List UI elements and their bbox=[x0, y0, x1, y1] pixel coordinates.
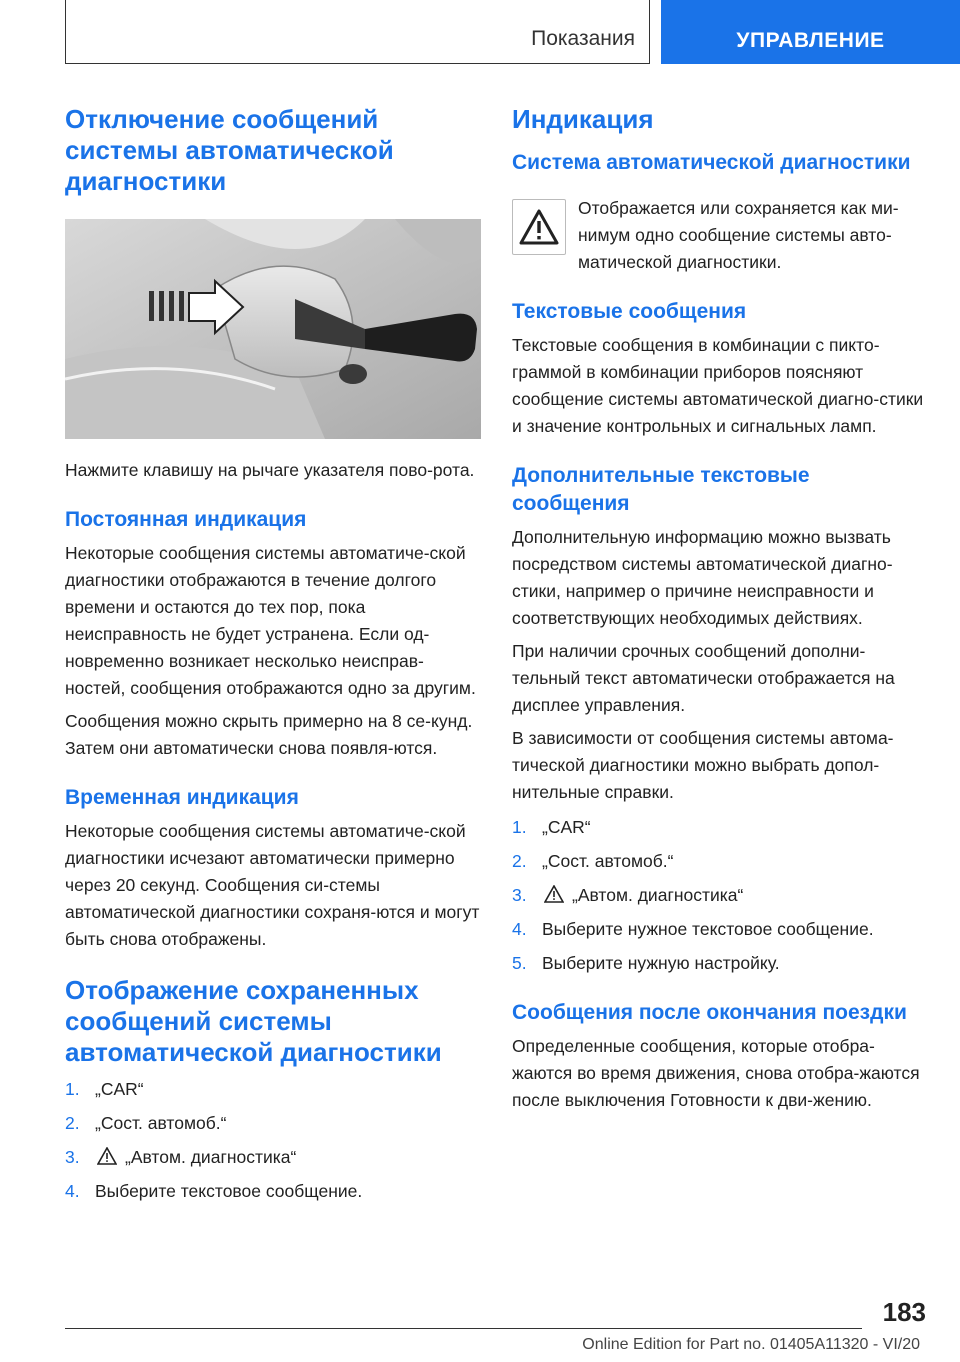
steps-list-right bbox=[512, 814, 932, 977]
step-number: 1. bbox=[512, 817, 527, 837]
warning-triangle-icon bbox=[519, 209, 559, 245]
paragraph-after-trip: Определенные сообщения, которые отобра-жаются во время движения, снова отобра-жаются после выключения Готовности к дви-жению. bbox=[512, 1036, 920, 1110]
heading-extra-messages: Дополнительные текстовые сообщения bbox=[512, 464, 810, 515]
header-section-title: Показания bbox=[531, 27, 635, 50]
heading-indication: Индикация bbox=[512, 104, 654, 134]
list-item bbox=[512, 882, 932, 909]
list-item bbox=[512, 848, 932, 875]
step-text: „Автом. диагностика“ bbox=[572, 885, 744, 905]
lever-illustration bbox=[65, 219, 481, 439]
step-number: 4. bbox=[512, 919, 527, 939]
heading-temporary-display: Временная индикация bbox=[65, 786, 299, 809]
paragraph-extra-2: При наличии срочных сообщений дополни-тельный текст автоматически отображается на дисплее управления. bbox=[512, 641, 895, 715]
heading-disable-messages: Отключение сообщений системы автоматической диагностики bbox=[65, 104, 394, 196]
step-number: 4. bbox=[65, 1181, 80, 1201]
step-number: 1. bbox=[65, 1079, 80, 1099]
steps-list-left bbox=[65, 1076, 483, 1205]
turn-signal-lever-image bbox=[65, 219, 481, 439]
step-text: „CAR“ bbox=[95, 1079, 144, 1099]
heading-permanent-display: Постоянная индикация bbox=[65, 508, 307, 531]
list-item bbox=[512, 916, 932, 943]
paragraph-text-messages: Текстовые сообщения в комбинации с пикто-граммой в комбинации приборов поясняют сообщение системы автоматической диагно-стики и значение контрольных и сигнальных ламп. bbox=[512, 335, 924, 436]
list-item bbox=[512, 950, 932, 977]
warning-triangle-icon bbox=[544, 885, 564, 903]
step-text: „Сост. автомоб.“ bbox=[542, 851, 674, 871]
warning-triangle-icon bbox=[97, 1147, 117, 1165]
list-item bbox=[65, 1178, 483, 1205]
header-section-box bbox=[65, 0, 650, 64]
heading-diagnostic-system: Система автоматической диагностики bbox=[512, 151, 911, 174]
warning-block bbox=[512, 195, 932, 276]
warning-icon-box bbox=[512, 199, 566, 255]
paragraph-temporary: Некоторые сообщения системы автоматиче-ской диагностики исчезают автоматически примерно через 20 секунд. Сообщения си-стемы автоматической диагностики сохраня-ются и могут быть снова отображены. bbox=[65, 821, 480, 949]
footer-divider bbox=[65, 1328, 862, 1329]
paragraph-extra-3: В зависимости от сообщения системы автома-тической диагностики можно выбрать допол-нительные справки. bbox=[512, 728, 894, 802]
step-text: Выберите нужную настройку. bbox=[542, 953, 780, 973]
page-number: 183 bbox=[882, 1297, 926, 1327]
paragraph-permanent-1: Некоторые сообщения системы автоматиче-ской диагностики отображаются в течение долгого времени и остаются до тех пор, пока неисправность не будет устранена. Если од-новременно возникает несколько неисправ-ностей, сообщения отображаются одно за другим. bbox=[65, 543, 476, 698]
step-text: „Сост. автомоб.“ bbox=[95, 1113, 227, 1133]
step-text: Выберите текстовое сообщение. bbox=[95, 1181, 363, 1201]
right-column bbox=[512, 104, 932, 1120]
step-number: 2. bbox=[512, 851, 527, 871]
list-item bbox=[65, 1076, 483, 1103]
paragraph-permanent-2: Сообщения можно скрыть примерно на 8 се-кунд. Затем они автоматически снова появля-ются. bbox=[65, 711, 473, 758]
left-column bbox=[65, 104, 483, 1212]
step-text: „Автом. диагностика“ bbox=[125, 1147, 297, 1167]
image-caption: Нажмите клавишу на рычаге указателя пово-рота. bbox=[65, 460, 475, 480]
warning-text: Отображается или сохраняется как ми-нимум одно сообщение системы авто-матической диагностики. bbox=[578, 198, 899, 272]
list-item bbox=[512, 814, 932, 841]
list-item bbox=[65, 1144, 483, 1171]
heading-saved-messages: Отображение сохраненных сообщений системы автоматической диагностики bbox=[65, 975, 442, 1067]
step-number: 3. bbox=[65, 1147, 80, 1167]
header-chapter-tab: УПРАВЛЕНИЕ bbox=[661, 0, 960, 64]
list-item bbox=[65, 1110, 483, 1137]
footer-edition: Online Edition for Part no. 01405A11320 - VI/20 bbox=[582, 1336, 920, 1353]
heading-after-trip: Сообщения после окончания поездки bbox=[512, 1001, 907, 1024]
step-text: „CAR“ bbox=[542, 817, 591, 837]
step-number: 3. bbox=[512, 885, 527, 905]
step-text: Выберите нужное текстовое сообщение. bbox=[542, 919, 874, 939]
step-number: 5. bbox=[512, 953, 527, 973]
heading-text-messages: Текстовые сообщения bbox=[512, 300, 747, 323]
paragraph-extra-1: Дополнительную информацию можно вызвать посредством системы автоматической диагно-стики, например о причине неисправности и соответствующих необходимых действиях. bbox=[512, 527, 893, 628]
step-number: 2. bbox=[65, 1113, 80, 1133]
